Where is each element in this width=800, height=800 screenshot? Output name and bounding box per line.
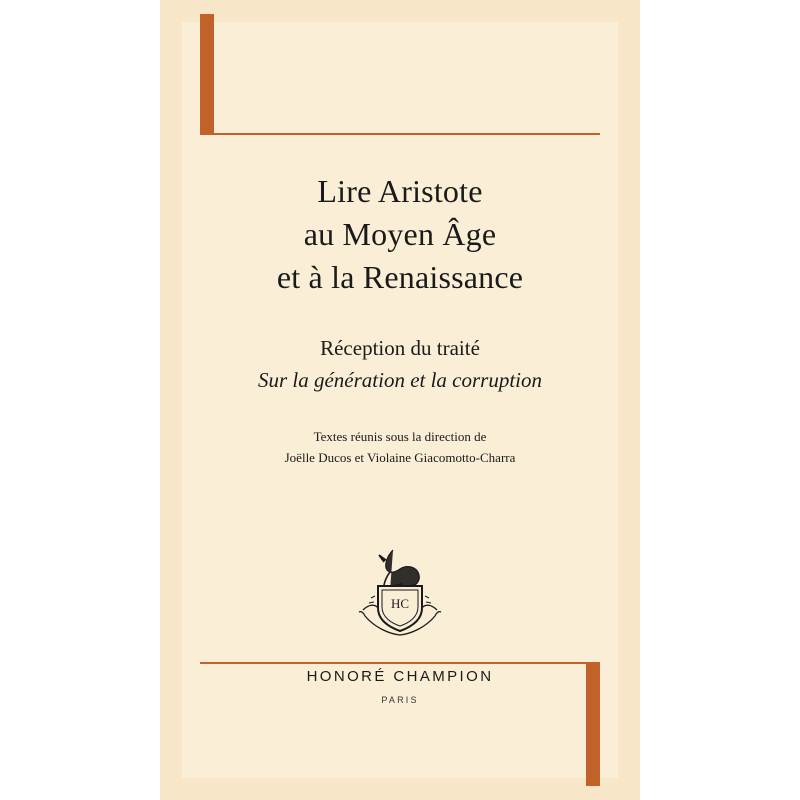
book-cover [160, 0, 640, 800]
subtitle-block [160, 332, 640, 396]
title-line-2: au Moyen Âge [303, 216, 497, 252]
accent-bar-bottom [586, 662, 600, 786]
title-line-3: et à la Renaissance [276, 259, 524, 295]
publisher-city: PARIS [381, 695, 419, 705]
editors-credit-line: Textes réunis sous la direction de [313, 429, 487, 444]
editors-block [160, 426, 640, 468]
title-line-1: Lire Aristote [317, 173, 483, 209]
publisher-name: HONORÉ CHAMPION [306, 668, 494, 685]
publisher-logo-wrap [160, 538, 640, 643]
publisher-logo-heraldic-horse-icon [345, 538, 455, 638]
editors-names-line: Joëlle Ducos et Violaine Giacomotto-Charra [284, 450, 516, 465]
subtitle-line-1: Réception du traité [320, 336, 480, 360]
publisher-block [160, 668, 640, 705]
title-block [160, 170, 640, 299]
accent-bar-top [200, 14, 214, 135]
subtitle-line-2: Sur la génération et la corruption [257, 368, 543, 392]
cover-inner-panel [182, 22, 618, 778]
rule-bottom [200, 662, 600, 664]
rule-top [200, 133, 600, 135]
publisher-logo-monogram: HC [390, 596, 410, 611]
